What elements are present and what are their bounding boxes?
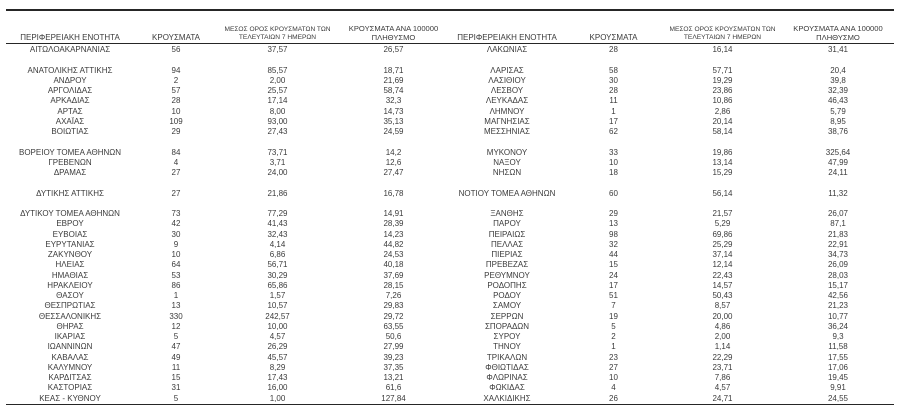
right-cases-cell: 28 xyxy=(609,86,618,95)
right-cases-cell: 13 xyxy=(609,219,618,229)
left-region-cell: ΖΑΚΥΝΘΟΥ xyxy=(47,250,93,259)
left-cases-cell: 94 xyxy=(171,65,181,75)
right-avg7-cell: 14,57 xyxy=(712,280,733,290)
left-per100k-cell: 13,21 xyxy=(383,373,404,382)
left-avg7-cell: 1,57 xyxy=(269,291,286,300)
right-region-cell: ΠΑΡΟΥ xyxy=(493,219,521,229)
left-region-cell: ΗΛΕΙΑΣ xyxy=(55,260,85,270)
right-region-cell: ΛΑΚΩΝΙΑΣ xyxy=(486,45,528,54)
header-region-left: ΠΕΡΙΦΕΡΕΙΑΚΗ ΕΝΟΤΗΤΑ xyxy=(20,33,120,42)
header-avg7-right xyxy=(663,26,782,42)
left-cases-cell: 9 xyxy=(173,239,179,249)
left-per100k-cell: 12,6 xyxy=(385,157,402,167)
right-cases-cell: 10 xyxy=(609,157,618,167)
right-cases-cell: 10 xyxy=(609,373,618,382)
right-region-cell: ΦΛΩΡΙΝΑΣ xyxy=(486,373,528,382)
right-per100k-cell: 325,64 xyxy=(825,147,851,157)
right-avg7-cell: 19,86 xyxy=(712,147,733,157)
left-cases-cell: 2 xyxy=(173,75,179,85)
right-per100k-cell: 5,79 xyxy=(830,106,846,116)
right-avg7-cell: 19,29 xyxy=(712,75,733,85)
header-avg7-right-line1: ΜΕΣΟΣ ΟΡΟΣ ΚΡΟΥΣΜΑΤΩΝ ΤΩΝ xyxy=(669,26,776,33)
right-cases-cell: 1 xyxy=(611,342,616,352)
left-cases-cell: 57 xyxy=(171,86,181,95)
left-region-cell: ΚΑΛΥΜΝΟΥ xyxy=(47,362,93,372)
regional-cases-report xyxy=(6,0,894,405)
right-region-cell: ΣΥΡΟΥ xyxy=(493,332,521,341)
right-region-cell: ΜΥΚΟΝΟΥ xyxy=(486,147,528,157)
right-avg7-cell: 13,14 xyxy=(712,157,733,167)
left-per100k-cell: 21,69 xyxy=(383,75,404,85)
left-per100k-cell: 37,69 xyxy=(383,270,404,280)
right-avg7-cell: 69,86 xyxy=(712,229,733,239)
right-avg7-cell: 15,29 xyxy=(712,168,733,177)
spacer-row xyxy=(6,137,894,147)
left-region-cell: ΚΕΑΣ - ΚΥΘΝΟΥ xyxy=(39,393,101,403)
table-header-row xyxy=(6,11,894,44)
right-cases-cell: 26 xyxy=(609,393,618,403)
left-region-cell: ΙΚΑΡΙΑΣ xyxy=(54,332,86,341)
right-cases-cell: 17 xyxy=(609,280,618,290)
table-body xyxy=(6,44,894,405)
header-region-right: ΠΕΡΙΦΕΡΕΙΑΚΗ ΕΝΟΤΗΤΑ xyxy=(457,33,557,42)
left-avg7-cell: 73,71 xyxy=(267,147,288,157)
right-per100k-cell: 10,77 xyxy=(827,311,849,321)
right-avg7-cell: 2,00 xyxy=(714,332,731,341)
right-avg7-cell: 5,29 xyxy=(714,219,731,229)
header-cases-right: ΚΡΟΥΣΜΑΤΑ xyxy=(589,33,638,42)
left-per100k-cell: 44,82 xyxy=(383,239,404,249)
left-cases-cell: 42 xyxy=(171,219,181,229)
left-region-cell: ΕΥΡΥΤΑΝΙΑΣ xyxy=(45,239,95,249)
header-per100k-left-line2: ΠΛΗΘΥΣΜΟ xyxy=(371,32,416,42)
left-cases-cell: 30 xyxy=(171,229,181,239)
right-cases-cell: 44 xyxy=(609,250,618,259)
left-cases-cell: 10 xyxy=(171,250,181,259)
header-cases-left: ΚΡΟΥΣΜΑΤΑ xyxy=(152,33,200,42)
right-cases-cell: 58 xyxy=(609,65,618,75)
right-region-cell: ΠΙΕΡΙΑΣ xyxy=(491,250,523,259)
right-region-cell: ΝΑΞΟΥ xyxy=(493,157,521,167)
right-region-cell: ΦΘΙΩΤΙΔΑΣ xyxy=(485,362,529,372)
left-per100k-cell: 16,78 xyxy=(383,188,404,198)
right-avg7-cell: 25,29 xyxy=(712,239,733,249)
right-per100k-cell: 21,83 xyxy=(827,229,849,239)
left-avg7-cell: 56,71 xyxy=(267,260,288,270)
left-per100k-cell: 27,99 xyxy=(383,342,404,352)
header-avg7-left xyxy=(218,26,337,42)
header-avg7-left-line2: ΤΕΛΕΥΤΑΙΩΝ 7 ΗΜΕΡΩΝ xyxy=(238,34,317,41)
left-region-cell: ΕΒΡΟΥ xyxy=(56,219,84,229)
right-region-cell: ΤΡΙΚΑΛΩΝ xyxy=(486,352,528,362)
left-per100k-cell: 63,55 xyxy=(383,321,404,331)
left-per100k-cell: 50,6 xyxy=(385,332,402,341)
left-per100k-cell: 39,23 xyxy=(383,352,404,362)
left-region-cell: ΔΥΤΙΚΗΣ ΑΤΤΙΚΗΣ xyxy=(36,188,104,198)
left-per100k-cell: 32,3 xyxy=(385,96,402,106)
left-cases-cell: 73 xyxy=(171,209,181,218)
right-per100k-cell: 38,76 xyxy=(827,127,849,136)
right-per100k-cell: 17,06 xyxy=(827,362,849,372)
left-per100k-cell: 7,26 xyxy=(385,291,402,300)
right-per100k-cell: 21,23 xyxy=(827,301,849,311)
right-region-cell: ΡΟΔΟΥ xyxy=(493,291,521,300)
right-avg7-cell: 23,71 xyxy=(712,362,733,372)
left-per100k-cell: 18,71 xyxy=(383,65,404,75)
left-region-cell: ΚΑΒΑΛΑΣ xyxy=(51,352,89,362)
right-per100k-cell: 24,11 xyxy=(828,168,848,177)
left-avg7-cell: 65,86 xyxy=(267,280,288,290)
left-cases-cell: 15 xyxy=(171,373,181,382)
left-avg7-cell: 32,43 xyxy=(267,229,288,239)
right-region-cell: ΦΩΚΙΔΑΣ xyxy=(489,383,525,393)
left-region-cell: ΘΕΣΠΡΩΤΙΑΣ xyxy=(44,301,96,311)
left-avg7-cell: 3,71 xyxy=(269,157,286,167)
left-avg7-cell: 10,57 xyxy=(267,301,288,311)
left-region-cell: ΑΡΓΟΛΙΔΑΣ xyxy=(47,86,93,95)
right-cases-cell: 15 xyxy=(609,260,618,270)
right-region-cell: ΜΕΣΣΗΝΙΑΣ xyxy=(484,127,530,136)
left-per100k-cell: 14,91 xyxy=(383,209,404,218)
left-avg7-cell: 4,57 xyxy=(269,332,286,341)
right-per100k-cell: 8,95 xyxy=(830,116,846,126)
header-avg7-right-line2: ΤΕΛΕΥΤΑΙΩΝ 7 ΗΜΕΡΩΝ xyxy=(683,34,762,41)
right-region-cell: ΞΑΝΘΗΣ xyxy=(490,209,524,218)
left-per100k-cell: 58,74 xyxy=(383,86,404,95)
right-region-cell: ΠΕΛΛΑΣ xyxy=(490,239,524,249)
left-per100k-cell: 35,13 xyxy=(383,116,404,126)
right-per100k-cell: 11,32 xyxy=(828,188,848,198)
left-cases-cell: 28 xyxy=(171,96,181,106)
right-region-cell: ΛΗΜΝΟΥ xyxy=(489,106,525,116)
left-per100k-cell: 24,53 xyxy=(383,250,404,259)
left-avg7-cell: 17,43 xyxy=(267,373,288,382)
right-cases-cell: 2 xyxy=(611,332,616,341)
left-region-cell: ΑΝΑΤΟΛΙΚΗΣ ΑΤΤΙΚΗΣ xyxy=(27,65,113,75)
right-cases-cell: 1 xyxy=(611,106,616,116)
left-cases-cell: 84 xyxy=(171,147,181,157)
left-region-cell: ΘΑΣΟΥ xyxy=(56,291,84,300)
right-avg7-cell: 7,86 xyxy=(714,373,731,382)
left-avg7-cell: 2,00 xyxy=(269,75,286,85)
left-region-cell: ΑΧΑΪΑΣ xyxy=(55,116,85,126)
left-region-cell: ΑΝΔΡΟΥ xyxy=(53,75,87,85)
right-per100k-cell: 19,45 xyxy=(827,373,849,382)
header-per100k-left-line1: ΚΡΟΥΣΜΑΤΑ ΑΝΑ 100000 xyxy=(348,24,439,33)
right-per100k-cell: 32,39 xyxy=(827,86,849,95)
right-avg7-cell: 23,86 xyxy=(712,86,733,95)
right-avg7-cell: 21,57 xyxy=(712,209,733,218)
left-per100k-cell: 28,39 xyxy=(383,219,404,229)
right-avg7-cell: 2,86 xyxy=(714,106,731,116)
left-region-cell: ΒΟΙΩΤΙΑΣ xyxy=(51,127,89,136)
right-avg7-cell: 57,71 xyxy=(712,65,733,75)
left-region-cell: ΒΟΡΕΙΟΥ ΤΟΜΕΑ ΑΘΗΝΩΝ xyxy=(18,147,122,157)
right-cases-cell: 17 xyxy=(609,116,618,126)
right-cases-cell: 62 xyxy=(609,127,618,136)
left-cases-cell: 1 xyxy=(173,291,179,300)
left-avg7-cell: 77,29 xyxy=(267,209,288,218)
right-region-cell: ΜΑΓΝΗΣΙΑΣ xyxy=(484,116,530,126)
left-cases-cell: 11 xyxy=(171,362,181,372)
header-per100k-right xyxy=(782,25,894,42)
left-cases-cell: 53 xyxy=(171,270,181,280)
right-avg7-cell: 24,71 xyxy=(712,393,733,403)
left-per100k-cell: 29,83 xyxy=(383,301,404,311)
left-per100k-cell: 40,18 xyxy=(383,260,404,270)
right-per100k-cell: 34,73 xyxy=(827,250,849,259)
left-cases-cell: 109 xyxy=(169,116,183,126)
right-region-cell: ΣΠΟΡΑΔΩΝ xyxy=(484,321,530,331)
right-region-cell: ΣΑΜΟΥ xyxy=(492,301,522,311)
right-per100k-cell: 15,17 xyxy=(827,280,849,290)
right-cases-cell: 23 xyxy=(609,352,618,362)
left-cases-cell: 29 xyxy=(171,127,181,136)
left-avg7-cell: 30,29 xyxy=(267,270,288,280)
right-cases-cell: 24 xyxy=(609,270,618,280)
right-cases-cell: 27 xyxy=(609,362,618,372)
left-per100k-cell: 27,47 xyxy=(383,168,404,177)
left-region-cell: ΑΡΚΑΔΙΑΣ xyxy=(50,96,90,106)
right-region-cell: ΣΕΡΡΩΝ xyxy=(490,311,524,321)
right-cases-cell: 33 xyxy=(609,147,618,157)
right-region-cell: ΝΗΣΩΝ xyxy=(492,168,522,177)
right-avg7-cell: 10,86 xyxy=(712,96,733,106)
left-cases-cell: 13 xyxy=(171,301,181,311)
right-per100k-cell: 28,03 xyxy=(827,270,849,280)
left-per100k-cell: 14,23 xyxy=(383,229,404,239)
left-avg7-cell: 27,43 xyxy=(267,127,288,136)
right-avg7-cell: 22,29 xyxy=(712,352,733,362)
right-cases-cell: 98 xyxy=(609,229,618,239)
right-avg7-cell: 8,57 xyxy=(714,301,731,311)
left-region-cell: ΘΕΣΣΑΛΟΝΙΚΗΣ xyxy=(38,311,102,321)
left-avg7-cell: 242,57 xyxy=(265,311,290,321)
left-cases-cell: 49 xyxy=(171,352,181,362)
left-per100k-cell: 61,6 xyxy=(385,383,402,393)
right-per100k-cell: 11,58 xyxy=(828,342,848,352)
left-avg7-cell: 8,29 xyxy=(269,362,286,372)
right-region-cell: ΛΕΣΒΟΥ xyxy=(490,86,524,95)
right-per100k-cell: 42,56 xyxy=(827,291,849,300)
header-per100k-right-line1: ΚΡΟΥΣΜΑΤΑ ΑΝΑ 100000 xyxy=(793,24,883,33)
left-avg7-cell: 37,57 xyxy=(267,45,288,54)
right-per100k-cell: 22,91 xyxy=(827,239,849,249)
right-region-cell: ΝΟΤΙΟΥ ΤΟΜΕΑ ΑΘΗΝΩΝ xyxy=(458,188,556,198)
right-avg7-cell: 50,43 xyxy=(712,291,733,300)
right-avg7-cell: 1,14 xyxy=(714,342,731,352)
right-per100k-cell: 24,55 xyxy=(827,393,849,403)
right-cases-cell: 60 xyxy=(609,188,618,198)
left-region-cell: ΙΩΑΝΝΙΝΩΝ xyxy=(47,342,93,352)
left-avg7-cell: 93,00 xyxy=(267,116,288,126)
right-region-cell: ΠΡΕΒΕΖΑΣ xyxy=(485,260,529,270)
left-region-cell: ΚΑΡΔΙΤΣΑΣ xyxy=(48,373,92,382)
right-per100k-cell: 39,8 xyxy=(830,75,846,85)
right-per100k-cell: 9,91 xyxy=(830,383,846,393)
left-region-cell: ΘΗΡΑΣ xyxy=(56,321,84,331)
left-avg7-cell: 41,43 xyxy=(267,219,288,229)
right-per100k-cell: 31,41 xyxy=(827,45,849,54)
right-region-cell: ΛΑΣΙΘΙΟΥ xyxy=(488,75,526,85)
left-cases-cell: 4 xyxy=(173,157,179,167)
right-per100k-cell: 26,09 xyxy=(827,260,849,270)
left-cases-cell: 56 xyxy=(171,45,181,54)
left-region-cell: ΗΜΑΘΙΑΣ xyxy=(51,270,89,280)
left-cases-cell: 330 xyxy=(169,311,183,321)
right-avg7-cell: 20,14 xyxy=(712,116,733,126)
left-per100k-cell: 14,73 xyxy=(383,106,404,116)
right-avg7-cell: 4,57 xyxy=(714,383,731,393)
right-region-cell: ΧΑΛΚΙΔΙΚΗΣ xyxy=(483,393,531,403)
right-avg7-cell: 37,14 xyxy=(712,250,733,259)
spacer-row xyxy=(6,55,894,65)
left-per100k-cell: 28,15 xyxy=(383,280,404,290)
right-cases-cell: 32 xyxy=(609,239,618,249)
left-region-cell: ΔΡΑΜΑΣ xyxy=(53,168,87,177)
right-avg7-cell: 58,14 xyxy=(712,127,733,136)
right-cases-cell: 11 xyxy=(609,96,618,106)
left-cases-cell: 47 xyxy=(171,342,181,352)
left-avg7-cell: 85,57 xyxy=(267,65,288,75)
right-per100k-cell: 36,24 xyxy=(827,321,849,331)
left-avg7-cell: 45,57 xyxy=(267,352,288,362)
left-per100k-cell: 14,2 xyxy=(385,147,402,157)
left-avg7-cell: 1,00 xyxy=(269,393,286,403)
right-cases-cell: 5 xyxy=(611,321,616,331)
left-avg7-cell: 21,86 xyxy=(267,188,288,198)
left-per100k-cell: 29,72 xyxy=(383,311,404,321)
left-region-cell: ΕΥΒΟΙΑΣ xyxy=(52,229,88,239)
right-cases-cell: 29 xyxy=(609,209,618,218)
left-cases-cell: 12 xyxy=(171,321,181,331)
header-avg7-left-line1: ΜΕΣΟΣ ΟΡΟΣ ΚΡΟΥΣΜΑΤΩΝ ΤΩΝ xyxy=(224,26,331,33)
left-cases-cell: 86 xyxy=(171,280,181,290)
right-avg7-cell: 22,43 xyxy=(712,270,733,280)
right-cases-cell: 30 xyxy=(609,75,618,85)
right-region-cell: ΠΕΙΡΑΙΩΣ xyxy=(488,229,526,239)
left-avg7-cell: 8,00 xyxy=(269,106,286,116)
spacer-row xyxy=(6,178,894,188)
right-per100k-cell: 9,3 xyxy=(832,332,844,341)
left-cases-cell: 64 xyxy=(171,260,181,270)
right-region-cell: ΛΑΡΙΣΑΣ xyxy=(490,65,524,75)
left-region-cell: ΔΥΤΙΚΟΥ ΤΟΜΕΑ ΑΘΗΝΩΝ xyxy=(20,209,120,218)
right-per100k-cell: 26,07 xyxy=(827,209,849,218)
right-region-cell: ΤΗΝΟΥ xyxy=(493,342,521,352)
left-avg7-cell: 26,29 xyxy=(267,342,288,352)
right-per100k-cell: 47,99 xyxy=(827,157,849,167)
left-avg7-cell: 17,14 xyxy=(267,96,288,106)
header-per100k-right-line2: ΠΛΗΘΥΣΜΟ xyxy=(816,32,860,42)
left-cases-cell: 27 xyxy=(171,188,181,198)
left-per100k-cell: 127,84 xyxy=(381,393,406,403)
right-cases-cell: 28 xyxy=(609,45,618,54)
left-avg7-cell: 4,14 xyxy=(269,239,286,249)
header-per100k-left xyxy=(337,25,450,42)
left-cases-cell: 5 xyxy=(173,332,179,341)
left-cases-cell: 27 xyxy=(171,168,181,177)
left-cases-cell: 31 xyxy=(171,383,181,393)
right-per100k-cell: 87,1 xyxy=(830,219,846,229)
left-per100k-cell: 37,35 xyxy=(383,362,404,372)
right-cases-cell: 18 xyxy=(609,168,618,177)
right-region-cell: ΡΟΔΟΠΗΣ xyxy=(487,280,527,290)
left-per100k-cell: 26,57 xyxy=(383,45,404,54)
right-avg7-cell: 12,14 xyxy=(712,260,733,270)
left-region-cell: ΚΑΣΤΟΡΙΑΣ xyxy=(47,383,93,393)
right-avg7-cell: 20,00 xyxy=(712,311,733,321)
left-avg7-cell: 25,57 xyxy=(267,86,288,95)
left-cases-cell: 5 xyxy=(173,393,179,403)
right-avg7-cell: 16,14 xyxy=(712,45,733,54)
right-cases-cell: 4 xyxy=(611,383,616,393)
left-avg7-cell: 6,86 xyxy=(269,250,286,259)
right-per100k-cell: 17,55 xyxy=(827,352,849,362)
right-region-cell: ΡΕΘΥΜΝΟΥ xyxy=(484,270,530,280)
spacer-row xyxy=(6,199,894,209)
right-avg7-cell: 4,86 xyxy=(714,321,731,331)
right-avg7-cell: 56,14 xyxy=(712,188,733,198)
left-avg7-cell: 16,00 xyxy=(267,383,288,393)
right-cases-cell: 51 xyxy=(609,291,618,300)
right-per100k-cell: 46,43 xyxy=(827,96,849,106)
left-cases-cell: 10 xyxy=(171,106,181,116)
right-region-cell: ΛΕΥΚΑΔΑΣ xyxy=(485,96,529,106)
left-region-cell: ΑΙΤΩΛΟΑΚΑΡΝΑΝΙΑΣ xyxy=(29,45,111,54)
right-cases-cell: 7 xyxy=(611,301,616,311)
right-per100k-cell: 20,4 xyxy=(830,65,846,75)
left-region-cell: ΓΡΕΒΕΝΩΝ xyxy=(48,157,92,167)
left-avg7-cell: 10,00 xyxy=(267,321,288,331)
right-cases-cell: 19 xyxy=(609,311,618,321)
left-avg7-cell: 24,00 xyxy=(267,168,288,177)
left-per100k-cell: 24,59 xyxy=(383,127,404,136)
left-region-cell: ΗΡΑΚΛΕΙΟΥ xyxy=(47,280,93,290)
left-region-cell: ΑΡΤΑΣ xyxy=(57,106,83,116)
